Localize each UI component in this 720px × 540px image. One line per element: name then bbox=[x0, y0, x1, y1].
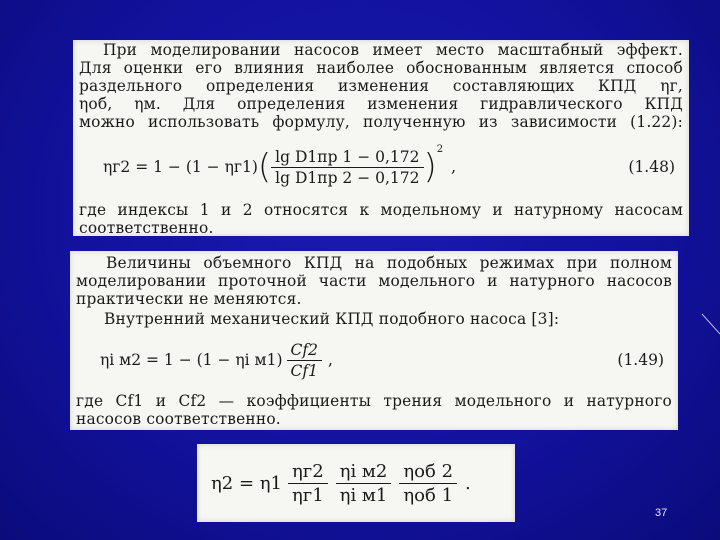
fraction-numerator: ηг2 bbox=[288, 461, 328, 484]
slide-number: 37 bbox=[655, 507, 668, 519]
equation-number: (1.48) bbox=[628, 158, 675, 176]
fraction-volumetric bbox=[399, 461, 457, 506]
fraction-denominator: Cf1 bbox=[290, 361, 318, 380]
fraction-denominator: lg D1пр 2 − 0,172 bbox=[275, 168, 420, 187]
formula-power: 2 bbox=[436, 144, 444, 155]
scan-block-hydraulic-efficiency bbox=[73, 40, 689, 236]
text-line: ηоб, ηм. Для определения изменения гидравлического КПД bbox=[79, 95, 683, 113]
text-line: моделировании проточной части модельного и натурного насосов bbox=[76, 272, 672, 290]
fraction-numerator: Cf2 bbox=[287, 341, 322, 361]
text-line: где индексы 1 и 2 относятся к модельному и натурному насосам bbox=[79, 201, 683, 219]
fraction-mechanical bbox=[336, 461, 392, 506]
formula-lhs: ηi м2 = 1 − (1 − ηi м1) bbox=[100, 351, 283, 369]
scan-block-total-efficiency bbox=[197, 444, 515, 522]
text-line: Для оценки его влияния наиболее обоснованным является способ bbox=[79, 59, 683, 77]
formula-tail: . bbox=[465, 472, 471, 494]
text-line: раздельного определения изменения составляющих КПД ηг, bbox=[79, 77, 683, 95]
paren-open: ( bbox=[257, 147, 272, 187]
text-line: При моделировании насосов имеет место масштабный эффект. bbox=[103, 41, 683, 59]
fraction-numerator: ηi м2 bbox=[336, 461, 392, 484]
equation-number: (1.49) bbox=[617, 351, 664, 369]
scan-block-mechanical-efficiency bbox=[70, 251, 678, 430]
formula-tail: , bbox=[328, 351, 333, 369]
formula-1-49 bbox=[100, 335, 672, 385]
text-line: Величины объемного КПД на подобных режимах при полном bbox=[106, 254, 672, 272]
fraction-hydraulic bbox=[288, 461, 328, 506]
text-line: насосов соответственно. bbox=[76, 410, 281, 428]
decorative-line-icon bbox=[700, 312, 720, 336]
fraction-denominator: ηг1 bbox=[292, 484, 324, 506]
text-line: где Cf1 и Cf2 — коэффициенты трения модельного и натурного bbox=[76, 392, 672, 410]
fraction-numerator: lg D1пр 1 − 0,172 bbox=[271, 148, 423, 168]
formula-fraction bbox=[271, 148, 423, 187]
text-line: соответственно. bbox=[79, 219, 214, 236]
fraction-denominator: ηi м1 bbox=[339, 484, 388, 506]
fraction-denominator: ηоб 1 bbox=[403, 484, 454, 506]
formula-fraction bbox=[287, 341, 322, 380]
paren-close: ) bbox=[423, 147, 437, 187]
fraction-numerator: ηоб 2 bbox=[399, 461, 457, 484]
formula-1-48 bbox=[103, 142, 683, 192]
text-line: Внутренний механический КПД подобного насоса [3]: bbox=[104, 310, 560, 328]
text-line: можно использовать формулу, полученную из зависимости (1.22): bbox=[79, 113, 683, 131]
formula-lhs: ηг2 = 1 − (1 − ηг1) bbox=[103, 158, 258, 176]
formula-total-efficiency bbox=[211, 454, 471, 512]
formula-lhs: η2 = η1 bbox=[211, 472, 282, 494]
text-line: практически не меняются. bbox=[76, 290, 302, 308]
formula-tail: , bbox=[451, 158, 457, 176]
